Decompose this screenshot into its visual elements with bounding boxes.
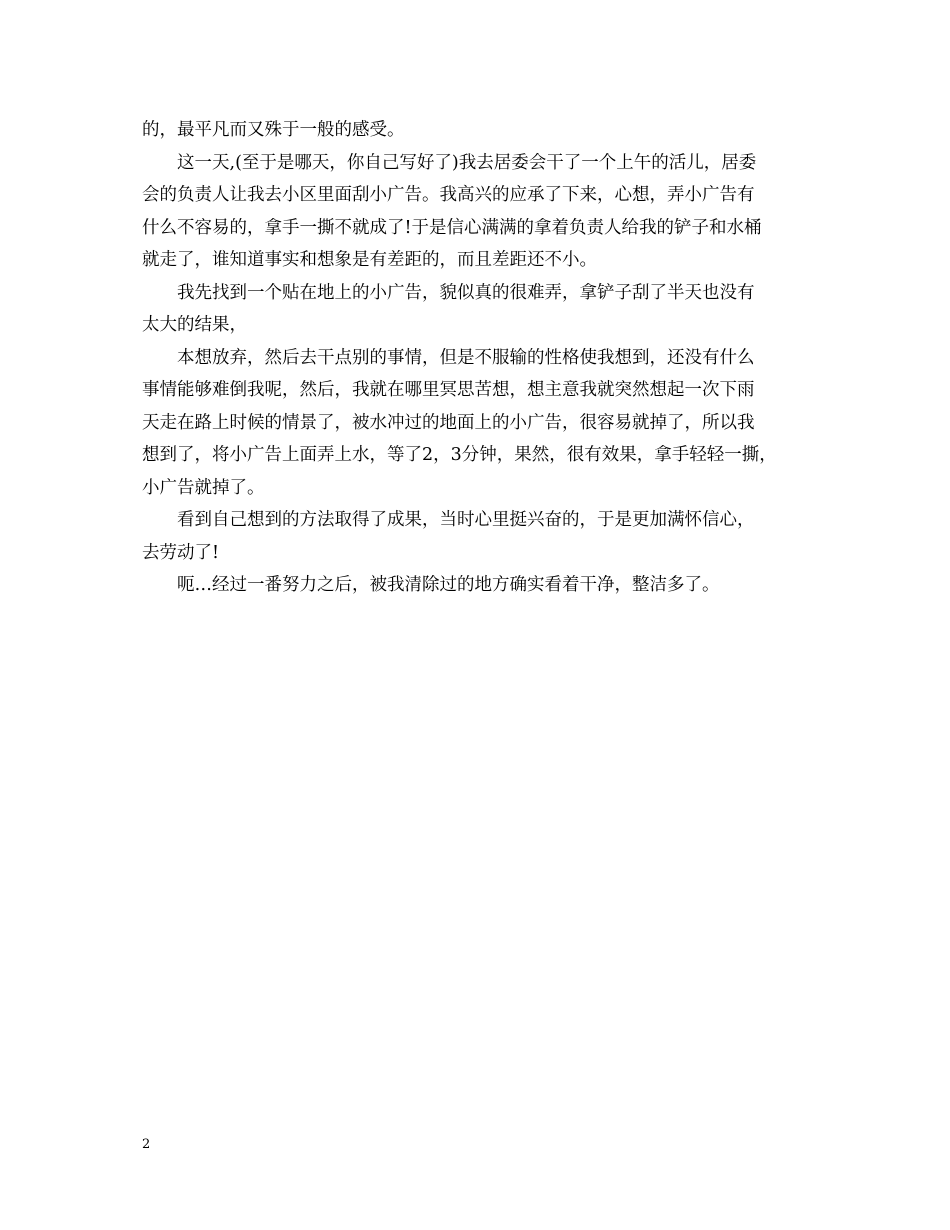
body-text — [142, 114, 832, 602]
text-line: 太大的结果， — [142, 315, 247, 335]
page-number: 2 — [142, 1137, 151, 1152]
text-line: 什么不容易的，拿手一撕不就成了!于是信心满满的拿着负责人给我的铲子和水桶 — [142, 217, 762, 238]
text-line: 的，最平凡而又殊于一般的感受。 — [142, 120, 405, 140]
text-line: 就走了，谁知道事实和想象是有差距的，而且差距还不小。 — [142, 250, 597, 270]
text-line: 看到自己想到的方法取得了成果，当时心里挺兴奋的，于是更加满怀信心， — [177, 510, 755, 530]
text-line: 呃…经过一番努力之后，被我清除过的地方确实看着干净，整洁多了。 — [177, 575, 720, 595]
text-line: 本想放弃，然后去干点别的事情，但是不服输的性格使我想到，还没有什么 — [177, 347, 755, 368]
text-line: 这一天,(至于是哪天，你自己写好了)我去居委会干了一个上午的活儿，居委 — [177, 152, 757, 173]
text-line: 我先找到一个贴在地上的小广告，貌似真的很难弄，拿铲子刮了半天也没有 — [177, 282, 755, 303]
text-line: 小广告就掉了。 — [142, 477, 265, 498]
text-line: 去劳动了! — [142, 542, 220, 563]
text-line: 天走在路上时候的情景了，被水冲过的地面上的小广告，很容易就掉了，所以我 — [142, 412, 755, 433]
text-line: 事情能够难倒我呢，然后，我就在哪里冥思苦想，想主意我就突然想起一次下雨 — [142, 380, 755, 400]
text-line: 会的负责人让我去小区里面刮小广告。我高兴的应承了下来，心想，弄小广告有 — [142, 185, 755, 205]
text-line: 想到了，将小广告上面弄上水，等了2，3分钟，果然，很有效果，拿手轻轻一撕， — [142, 445, 777, 465]
